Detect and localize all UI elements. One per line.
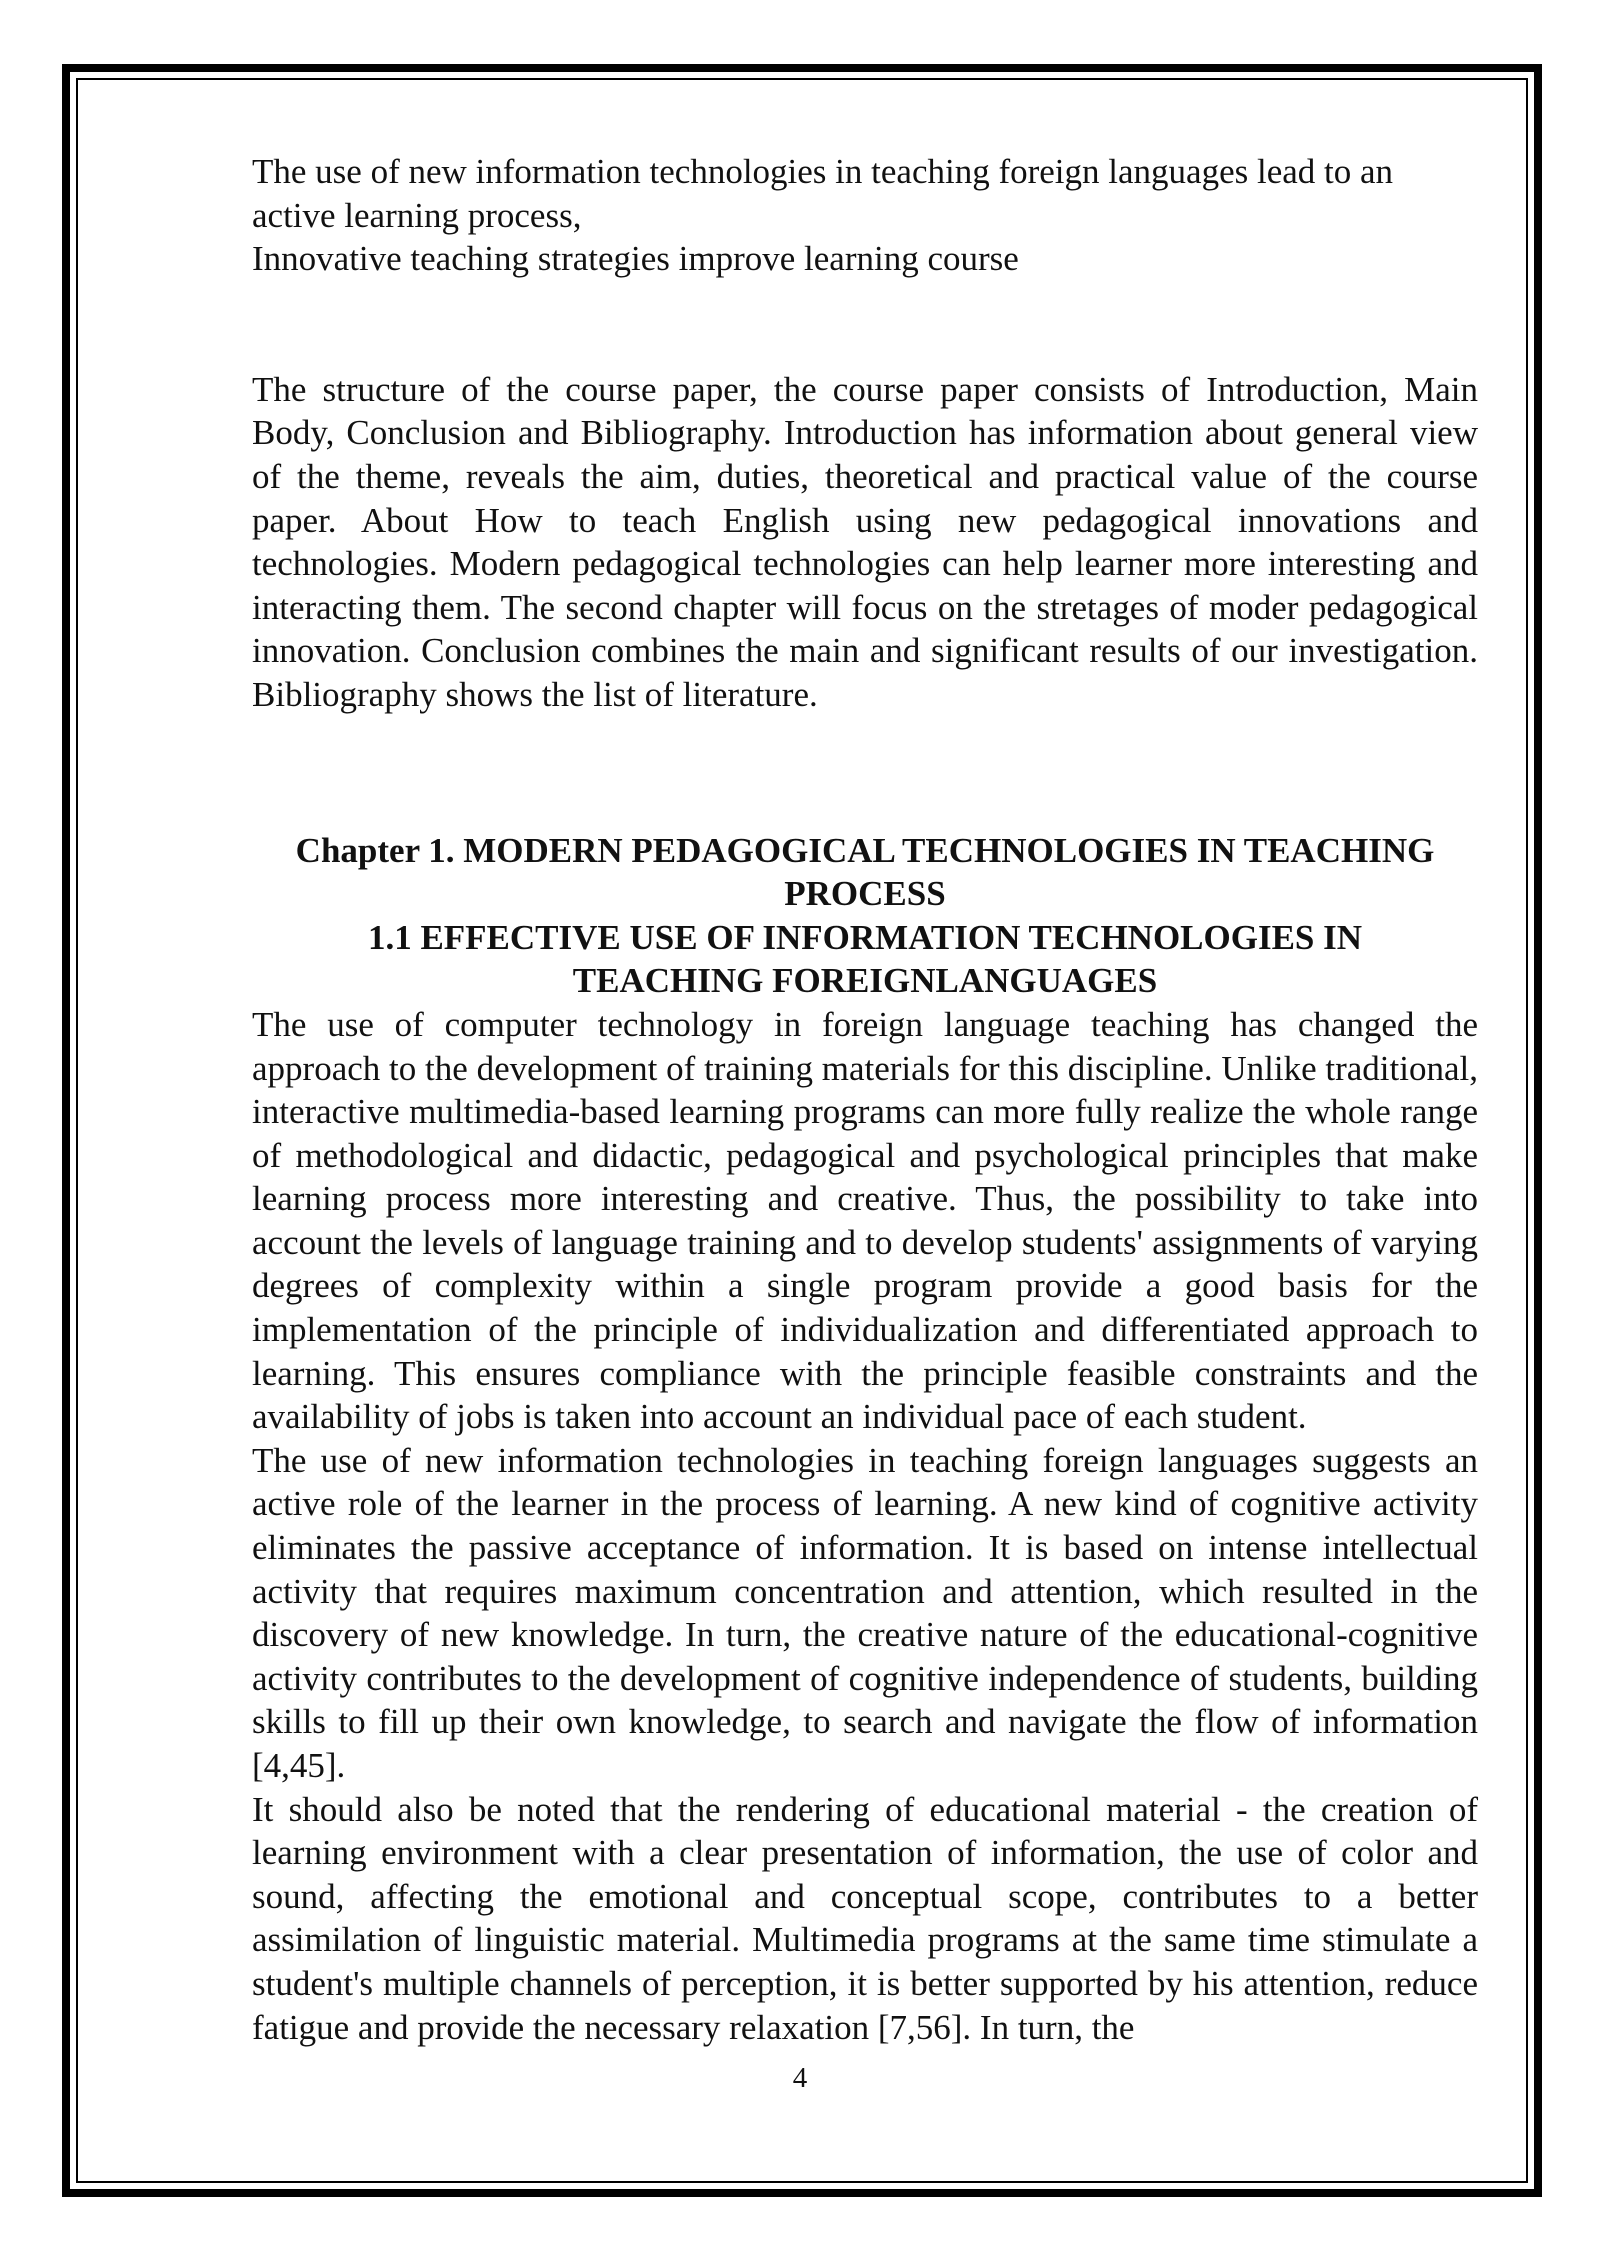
hypotheses-block: [252, 150, 1478, 281]
structure-block: [252, 368, 1478, 717]
body-paragraph-1: The use of computer technology in foreign language teaching has changed the approach to the development of training materials for this discipline. Unlike traditional, interactive multimedia-based learning programs can more fully realize the whole range of methodological and didactic, pedagogical and psychological principles that make learning process more interesting and creative. Thus, the possibility to take into account the levels of language training and to develop students' assignments of varying degrees of complexity within a single program provide a good basis for the implementation of the principle of individualization and differentiated approach to learning. This ensures compliance with the principle feasible constraints and the availability of jobs is taken into account an individual pace of each student.: [252, 1004, 1478, 1437]
hypothesis-2: Innovative teaching strategies improve learning course: [252, 239, 1019, 279]
structure-paragraph: The structure of the course paper, the course paper consists of Introduction, Main Body, Conclusion and Bibliography. Introduction has information about general view of the theme, reveals the aim, duties, theoretical and practical value of the course paper. About How to teach English using new pedagogical innovations and technologies. Modern pedagogical technologies can help learner more interesting and interacting them. The second chapter will focus on the stretages of moder pedagogical innovation. Conclusion combines the main and significant results of our investigation. Bibliography shows the list of literature.: [252, 369, 1478, 714]
chapter-headings: [252, 829, 1478, 1003]
chapter-heading: Chapter 1. MODERN PEDAGOGICAL TECHNOLOGIES IN TEACHING PROCESS: [295, 830, 1435, 914]
page-number: 4: [792, 2062, 808, 2094]
section-heading: 1.1 EFFECTIVE USE OF INFORMATION TECHNOLOGIES IN TEACHING FOREIGNLANGUAGES: [367, 917, 1363, 1001]
hypothesis-1: The use of new information technologies in teaching foreign languages lead to an active learning process,: [252, 152, 1394, 235]
body-paragraph-3: It should also be noted that the rendering of educational material - the creation of learning environment with a clear presentation of information, the use of color and sound, affecting the emotional and conceptual scope, contributes to a better assimilation of linguistic material. Multimedia programs at the same time stimulate a student's multiple channels of perception, it is better supported by his attention, reduce fatigue and provide the necessary relaxation [7,56]. In turn, the: [252, 1789, 1478, 2047]
body-paragraph-2: The use of new information technologies in teaching foreign languages suggests an active role of the learner in the process of learning. A new kind of cognitive activity eliminates the passive acceptance of information. It is based on intense intellectual activity that requires maximum concentration and attention, which resulted in the discovery of new knowledge. In turn, the creative nature of the educational-cognitive activity contributes to the development of cognitive independence of students, building skills to fill up their own knowledge, to search and navigate the flow of information [4,45].: [252, 1440, 1478, 1785]
page-content: [252, 150, 1478, 2049]
body-text: [252, 1003, 1478, 2049]
